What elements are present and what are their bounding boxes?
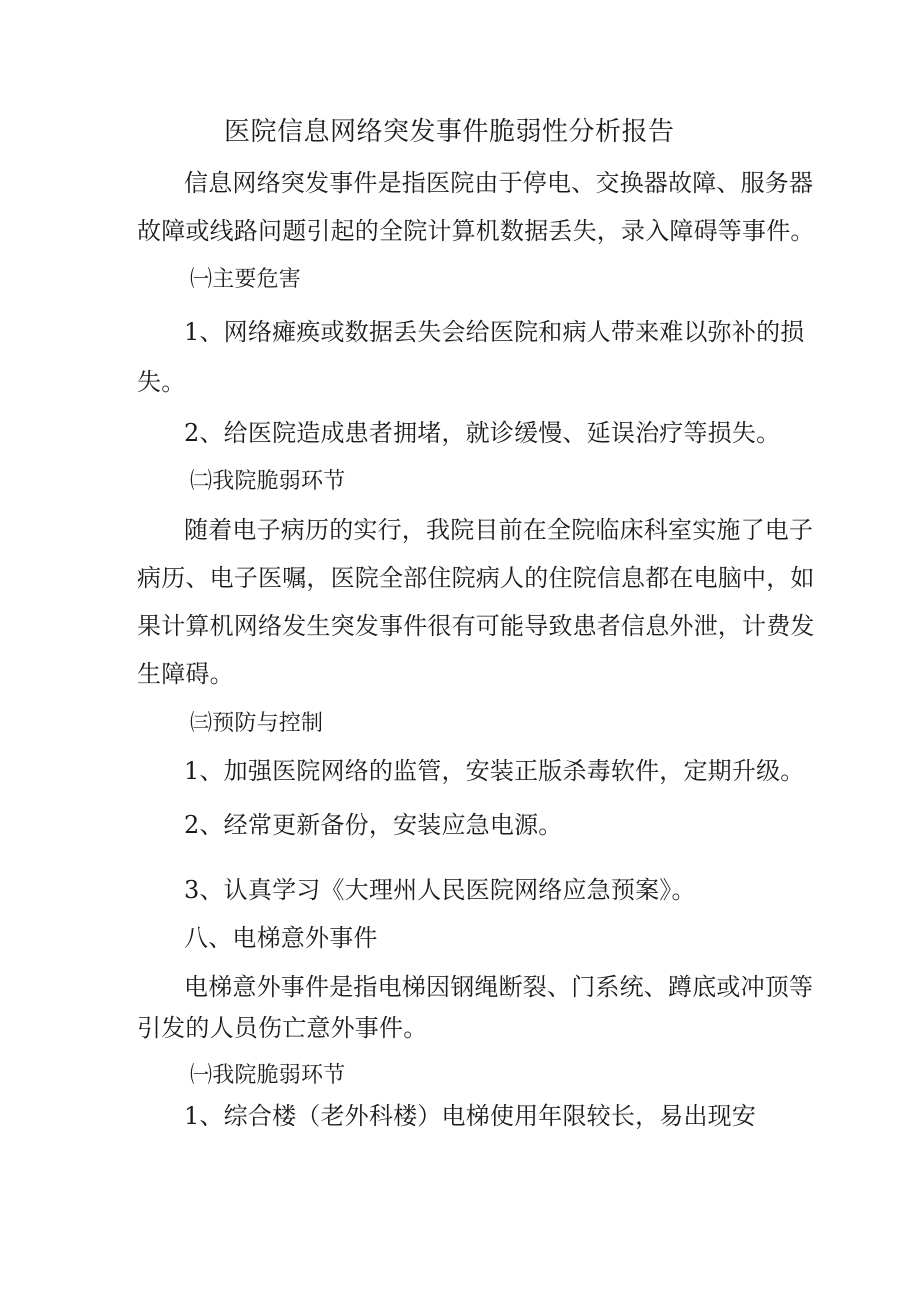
prevention-item-3: 3、认真学习《大理州人民医院网络应急预案》。 (184, 876, 696, 904)
weak-links-line-1: 随着电子病历的实行，我院目前在全院临床科室实施了电子 (184, 516, 814, 544)
weak-links-line-3: 果计算机网络发生突发事件很有可能导致患者信息外泄，计费发 (137, 612, 815, 640)
prevention-item-2: 2、经常更新备份，安装应急电源。 (184, 811, 563, 839)
intro-line-1: 信息网络突发事件是指医院由于停电、交换器故障、服务器 (184, 169, 814, 197)
hazards-item-2: 2、给医院造成患者拥堵，就诊缓慢、延误治疗等损失。 (184, 419, 781, 447)
hazards-item-1-line-2: 失。 (137, 368, 186, 396)
prevention-heading: ㈢预防与控制 (190, 711, 324, 736)
elevator-heading: 八、电梯意外事件 (184, 924, 378, 952)
intro-line-2: 故障或线路问题引起的全院计算机数据丢失，录入障碍等事件。 (137, 217, 815, 245)
prevention-item-1: 1、加强医院网络的监管，安装正版杀毒软件，定期升级。 (184, 757, 805, 785)
weak-links-line-2: 病历、电子医嘱，医院全部住院病人的住院信息都在电脑中，如 (137, 564, 815, 592)
elevator-item-1: 1、综合楼（老外科楼）电梯使用年限较长，易出现安 (184, 1102, 757, 1130)
elevator-weak-heading: ㈠我院脆弱环节 (190, 1063, 346, 1088)
weak-links-line-4: 生障碍。 (137, 660, 234, 688)
hazards-item-1-line-1: 1、网络瘫痪或数据丢失会给医院和病人带来难以弥补的损 (184, 318, 805, 346)
elevator-line-1: 电梯意外事件是指电梯因钢绳断裂、门系统、蹲底或冲顶等 (184, 973, 814, 1001)
hazards-heading: ㈠主要危害 (190, 267, 302, 292)
document-title: 医院信息网络突发事件脆弱性分析报告 (224, 117, 675, 147)
weak-links-heading: ㈡我院脆弱环节 (190, 469, 346, 494)
elevator-line-2: 引发的人员伤亡意外事件。 (137, 1014, 428, 1042)
